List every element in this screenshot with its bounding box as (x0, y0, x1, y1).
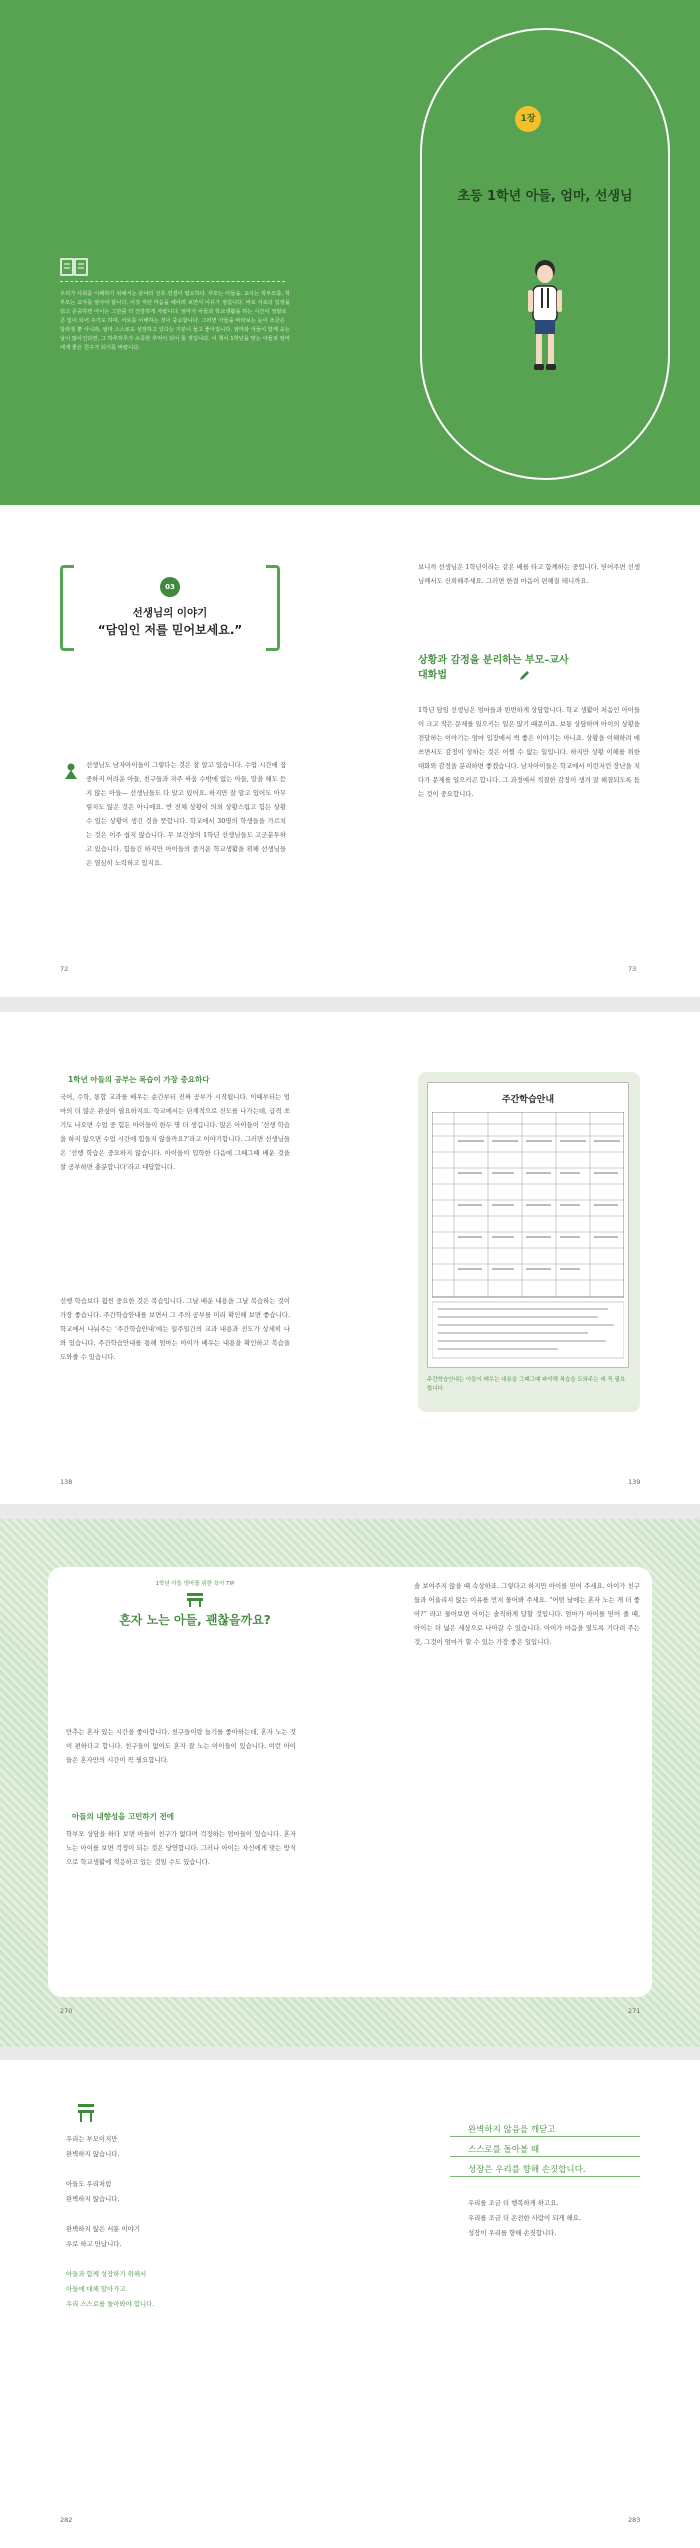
page-number-left: 72 (60, 965, 69, 973)
bracket-right (266, 565, 280, 651)
poem-line: 성장이 우리를 향해 손짓합니다. (468, 2229, 557, 2237)
page-number-left: 282 (60, 2516, 73, 2524)
right-poem (468, 2196, 648, 2241)
bench-icon (186, 1591, 204, 1607)
bench-icon (78, 2102, 94, 2124)
page-number-right: 73 (628, 965, 637, 973)
poem-line-green: 아들에 대해 알아가고 (66, 2285, 126, 2293)
teacher-icon (64, 763, 78, 779)
right-highlight (468, 2120, 658, 2180)
bracket-left (60, 565, 74, 651)
left-body-text: 만추는 혼자 있는 시간을 좋아합니다. 친구들이랑 놀기를 좋아하는데, 혼자 노는 것이 편하다고 합니다. 친구들이 없어도 혼자 잘 노는 아이들이 있습니다. 이런 아이들은 혼자만의 시간이 꼭 필요합니다. (66, 1728, 296, 1764)
page-number-right: 139 (628, 1478, 641, 1486)
poem-line (66, 2162, 266, 2177)
weekly-plan-title: 주간학습안내 (501, 1095, 555, 1105)
poem-line-green: 아들과 함께 성장하기 위해서 (66, 2270, 147, 2278)
weekly-plan-caption: 주간학습안내는 아들이 배우는 내용을 그때그때 파악해 복습을 도와주는 데 꼭 필요합니다. (427, 1377, 626, 1392)
poem-line: 우로 하고 만납니다. (66, 2240, 122, 2248)
right-subheading: 상황과 감정을 분리하는 부모–교사 대화법 (418, 655, 569, 681)
chapter-oval-frame (420, 28, 670, 480)
right-body-text-top: 보니까 선생님은 1학년이라는 같은 배를 타고 함께하는 중입니다. 믿어주면 선생님께서도 신뢰해주세요. 그러면 한결 마음이 편해질 테니까요. (418, 563, 640, 585)
poem-line: 완벽하지 않은 서툰 이야기 (66, 2225, 141, 2233)
chapter-title: 초등 1학년 아들, 엄마, 선생님 (457, 189, 633, 204)
highlight-line: 스스로를 돌아볼 때 (468, 2145, 540, 2155)
epilogue-spread (0, 2060, 700, 2548)
pencil-icon (518, 670, 530, 682)
left-subheading: 1학년 아들의 공부는 복습이 가장 중요하다 (68, 1075, 210, 1084)
divider (60, 281, 285, 282)
tip-title: 혼자 노는 아들, 괜찮을까요? (119, 1613, 271, 1627)
chapter-badge: 1장 (515, 106, 541, 132)
boy-illustration (520, 258, 570, 378)
left-body-text: 선생님도 남자아이들이 그렇다는 것은 잘 알고 있습니다. 수업 시간에 집중하지 어려운 아들, 친구들과 자주 싸움 수밖에 없는 아들, 말을 해도 듣지 않는 아들— 선생님들도 다 알고 있어요. 하지만 잘 알고 있어도 아무렇지도 않은 것은 아니에요. 반 전체 상황이 의외 상황스럽고 힘든 상황 수 있는 상황이 생긴 것을 뜻합니다. 학교에서 30명의 학생들을 가르치는 것은 이주 쉽지 않습니다. 무 보건상의 1학년 선생님들도 고군분투하고 있습니다. 힘들긴 하지만 아이들의 즐거운 학교생활을 위해 선생님들은 열심히 노력하고 있지요. (86, 761, 286, 867)
poem-line: 우리는 부모이지만 (66, 2135, 118, 2143)
story-spread (0, 505, 700, 997)
left-subheading: 아들의 내향성을 고민하기 전에 (72, 1812, 175, 1821)
section-subtitle: 선생님의 이야기 (132, 607, 208, 619)
page-number-left: 270 (60, 2007, 73, 2015)
left-body-text-1: 국어, 수학, 통합 교과를 배우는 순간부터 진짜 공부가 시작됩니다. 이때부터는 엄마의 더 많은 관심이 필요하지요. 학교에서는 단계적으로 진도를 나가는데, 급격 쏘기도 나오면 수업 중 힘든 아이들이 한두 명 더 생깁니다. 많은 아이들이 ‘선생 학습을 하지 않으면 수업 시간에 힘들지 않을까요?’라고 이야기합니다. 그러면 선생님들은 ‘선행 학습은 중요하지 않습니다. 아이들이 입학한 다음에 그때그때 배운 것을 잘 공부하면 충분합니다’라고 대답합니다. (60, 1093, 290, 1171)
underline (450, 2136, 640, 2137)
left-body-text-2: 학부모 상담을 하다 보면 아들이 친구가 없다며 걱정하는 엄마들이 있습니다. 혼자 노는 아이를 보면 걱정이 되는 것은 당연합니다. 그러나 아이는 자신에게 맞는 방식으로 학교생활에 적응하고 있는 것일 수도 있습니다. (66, 1830, 296, 1866)
tip-spread (0, 1519, 700, 2047)
left-poem (66, 2132, 266, 2312)
left-body-text-2: 선행 학습보다 훨씬 중요한 것은 복습입니다. 그날 배운 내용을 그날 복습하는 것이 가장 좋습니다. 주간학습안내를 보면서 그 주의 공부를 미리 확인해 보면 좋습니다. 학교에서 나눠주는 ‘주간학습안내’에는 일주일간의 교과 내용과 진도가 상세히 나와 있습니다. 주간학습안내를 통해 엄마는 아이가 배우는 내용을 확인하고 복습을 도와줄 수 있습니다. (60, 1297, 290, 1361)
highlight-line: 성장은 우리를 향해 손짓합니다. (468, 2165, 586, 2175)
poem-line (66, 2207, 266, 2222)
poem-line: 완벽하지 않습니다. (66, 2150, 120, 2158)
section-number-badge: 03 (160, 577, 180, 597)
underline (450, 2156, 640, 2157)
underline (450, 2176, 640, 2177)
chapter-opener-spread (0, 0, 700, 505)
book-icon (60, 258, 88, 276)
poem-line: 아들도 우리처럼 (66, 2180, 112, 2188)
page-number-right: 271 (628, 2007, 641, 2015)
poem-line: 우리를 조금 더 행복하게 하고요. (468, 2199, 559, 2207)
tip-tag: 1학년 아들 엄마를 위한 육아 TIP (155, 1581, 235, 1587)
chapter-intro-text: 우리가 사회를 이해하기 위해서는 분야의 상호 연결이 필요하다. 부모는 아들을, 교사는 학부모를, 학부모는 교사를 알아야 합니다. 이것 저런 마음을 헤아려 보면서 이유가 생깁니다. 바로 서로의 입장을 읽고 존중하면 아이는 그만큼 더 건강하게 자랍니다. 엄마가 아들과 학교생활을 하는 시간이 정말로 큰 힘이 되어 주기도 하며, 서로를 이해하는 것이 중요합니다. 그러면 아들을 바라보는 눈이 조금은 달라질 뿐 아니라, 엄마 스스로도 성장하고 있다는 기분이 들고 좋아집니다. 엄마와 아들이 함께 웃는 날이 많아진다면, 그 하루하루가 소중한 추억이 되어 줄 것입니다. 이 책이 1학년을 맞는 아들과 엄마에게 좋은 친구가 되기를 바랍니다. (60, 291, 290, 351)
highlight-line: 완벽하지 않음을 깨닫고 (468, 2125, 556, 2135)
poem-line (66, 2252, 266, 2267)
weekly-plan-table (432, 1112, 624, 1362)
page-number-right: 283 (628, 2516, 641, 2524)
section-title: “담임인 저를 믿어보세요.” (97, 623, 243, 637)
right-body-text: 솔 보여주지 않을 때 속상하죠. 그렇다고 하지만 아이를 믿어 주세요. 아이가 친구들과 어울리지 않는 이유를 먼저 물어봐 주세요. “어떤 날에는 혼자 노는 게 더 좋아?” 라고 물어보면 아이는 솔직하게 답할 것입니다. 엄마가 아이를 믿어 줄 때, 아이는 더 넓은 세상으로 나아갈 수 있습니다. 아이가 마음을 열도록 기다려 주는 것, 그것이 엄마가 할 수 있는 가장 좋은 일입니다. (414, 1582, 640, 1646)
right-body-text: 1학년 담임 선생님은 엄마들과 빈번하게 상담합니다. 학교 생활이 처음인 아이들이 크고 작은 문제를 일으키는 일은 많기 때문이죠. 보통 상담하며 아이의 상황을 전달하는 이야기는 엄마 입장에서 썩 좋은 이야기는 아니죠. 상황을 이해하려 애쓰면서도 감정이 상하는 것은 어쩔 수 없는 일입니다. 하지만 상황 이해를 위한 대화와 감정을 분리하면 좋겠습니다. 남자아이들은 학교에서 이런저런 장난을 치다가 문제를 일으키곤 합니다. 그 과정에서 적절한 감정이 생겨 잘 해결되도록 돕는 것이 중요합니다. (418, 706, 640, 798)
study-spread (0, 1012, 700, 1504)
poem-line: 우리를 조금 더 온전한 사람이 되게 해요. (468, 2214, 581, 2222)
page-number-left: 138 (60, 1478, 73, 1486)
poem-line: 완벽하지 않습니다. (66, 2195, 120, 2203)
poem-line-green: 우리 스스로를 돌아봐야 합니다. (66, 2300, 155, 2308)
